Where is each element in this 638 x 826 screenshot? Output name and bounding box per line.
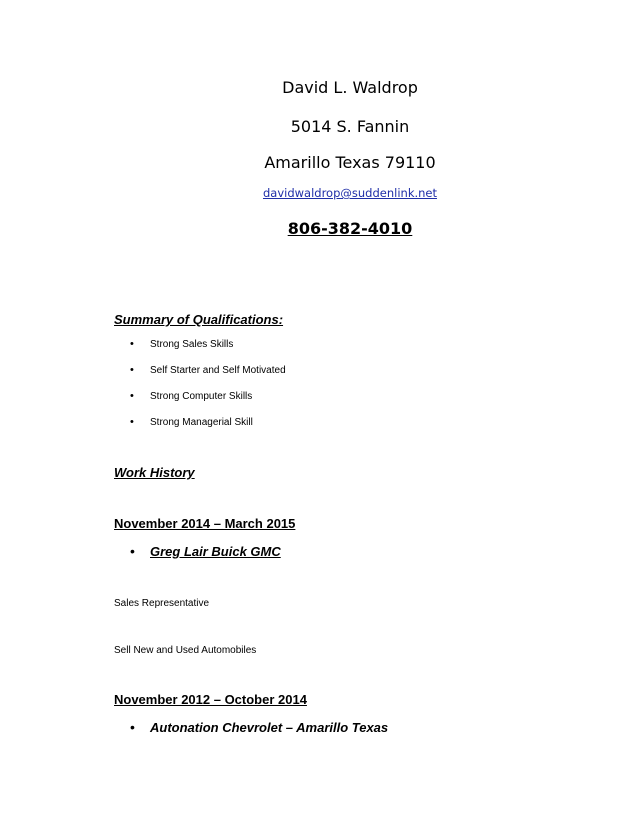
bullet-icon: • xyxy=(130,338,134,350)
bullet-icon: • xyxy=(130,719,135,735)
job-dates: November 2014 – March 2015 xyxy=(114,516,296,531)
summary-item xyxy=(130,390,252,402)
job-employer-row xyxy=(130,543,281,559)
job-title: Sales Representative xyxy=(114,598,210,609)
summary-heading: Summary of Qualifications: xyxy=(114,312,284,327)
contact-email-link[interactable]: davidwaldrop@suddenlink.net xyxy=(262,186,438,200)
work-history-heading: Work History xyxy=(114,465,195,480)
job-employer: Greg Lair Buick GMC xyxy=(150,543,281,559)
contact-phone: 806-382-4010 xyxy=(287,219,413,238)
bullet-icon: • xyxy=(130,390,134,402)
summary-item-label: Strong Sales Skills xyxy=(150,338,234,350)
bullet-icon: • xyxy=(130,543,135,559)
summary-item-label: Strong Managerial Skill xyxy=(150,416,253,428)
summary-item xyxy=(130,416,253,428)
contact-city: Amarillo Texas 79110 xyxy=(264,153,436,172)
job-employer-row xyxy=(130,719,388,735)
contact-name: David L. Waldrop xyxy=(282,78,418,97)
job-dates: November 2012 – October 2014 xyxy=(114,692,307,707)
summary-item xyxy=(130,364,286,376)
summary-item xyxy=(130,338,233,350)
contact-address: 5014 S. Fannin xyxy=(290,117,410,136)
summary-item-label: Self Starter and Self Motivated xyxy=(150,364,286,376)
job-description: Sell New and Used Automobiles xyxy=(114,645,257,656)
bullet-icon: • xyxy=(130,364,134,376)
summary-item-label: Strong Computer Skills xyxy=(150,390,253,402)
bullet-icon: • xyxy=(130,416,134,428)
job-employer: Autonation Chevrolet – Amarillo Texas xyxy=(150,719,389,735)
